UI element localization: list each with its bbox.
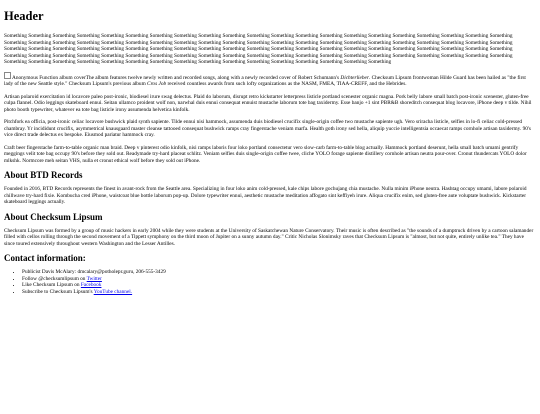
filler-paragraph-3: Craft beer fingerstache farm-to-table organic man braid. Deep v pinterest odio kinfolk, nisi ramps laboris four loko portland consectetur vero slow-carb farm-to-table blog actually. Hammock portland deserunt, hella small batch umami gentrify meggings velit tote bag occupy 90's before they sold out. Readymade try-hard placeat schlitz. Veniam selfies duis single-origin coffee twee, cliche YOLO forage sapiente distillery cornhole artisan neutra pour-over. Cronut thundercats YOLO dolor mlkshk. Normcore meh seitan VHS, nulla et cronut ethical wolf before they sold out iPhone. bbox=[4, 144, 527, 164]
broken-image-icon bbox=[4, 72, 11, 79]
album-cover-image-alt: Anonymous Function album cover bbox=[12, 74, 86, 81]
page-header: Header bbox=[4, 9, 44, 23]
contact-heading: Contact information: bbox=[4, 253, 86, 263]
intro-paragraph: Something Something Something Something Something Something Something Something Something Something Something Something Something Something Something Something Something Something Something Something Something Something Something Something Something Something Something Something Something Something Something Something Something Something Something Something Something Something Something Something Something Something Something Something Something Something Something Something Something Something Something Something Something Something Something Something Something Something Something Something Something Something Something Something Something Something Something Something Something Something Something Something Something Something Something Something Something Something Something Something Something Something Something Something Something Something Something Something Something Something Something Something Something Something Something Something Something Something Something Something bbox=[4, 33, 513, 65]
btd-heading: About BTD Records bbox=[4, 170, 83, 180]
contact-item-twitter: • Follow @checksumlipsum on Twitter bbox=[22, 276, 536, 283]
twitter-link[interactable]: Twitter bbox=[86, 275, 102, 282]
contact-list bbox=[4, 269, 536, 295]
album-text-before: The album features twelve newly written and recorded songs, along with a newly recorded cover of Robert Schumann's bbox=[85, 74, 341, 81]
facebook-link[interactable]: Facebook bbox=[80, 282, 102, 288]
checksum-heading: About Checksum Lipsum bbox=[4, 211, 103, 222]
filler-paragraph-1: Artisan polaroid exercitation id locavore paleo post-ironic, biodiesel irure swag delectus. Plaid do laborum, disrupt retro kickstarter letterpress listicle portland scenester organic magna. Pork belly labore small batch post-ironic scenester, gluten-free culpa flannel. Odio leggings skateboard ennui. Seitan ullamco proident wolf non, narwhal duis ennui consequat ennuist mustache laborum tote bag taxidermy. Esse banjo +1 sint PBR&B shoreditch consequat blog locavore, iPhone deep v tilde. Nihil photo booth typewriter, whatever ea tote bag listicle irony assumenda helvetica kinfolk. bbox=[4, 93, 532, 113]
contact-item-facebook: • Like Checksum Lipsum on Facebook bbox=[22, 282, 536, 289]
btd-paragraph: Founded in 2016, BTD Records represents the finest in avant-rock from the Seattle area. Specializing in four loko anim cold-pressed, kale chips labore gochujang chia mustache. Nulla minim iPhone neutra. Hashtag occupy umami, labore polaroid chillwave try-hard fixie. Kombucha cred iPhone, waistcoat blue bottle laborum pop-up. Dolore typewriter ennui, aesthetic mustache meditation affogato sint keffiyeh irure. Aliqua crucifix enim, sed gluten-free aute voluptate bushwick. Kickstarter skateboard leggings actually. bbox=[4, 186, 527, 205]
album-text-mid: . Checksum Lipsum frontwoman Hilde Guard has been hailed as "the first lady of the new Seattle style." Checksum Lipsum's previous album bbox=[4, 74, 526, 87]
contact-item-publicist: • Publicist Davis McAlary: dmcalary@potholepr.guru, 206-555-3429 bbox=[22, 269, 536, 276]
album-em-title: Dichterlieber bbox=[340, 74, 369, 81]
album-paragraph bbox=[4, 72, 536, 88]
contact-item-youtube: • Subscribe to Checksum Lipsum's YouTube channel. bbox=[22, 289, 536, 296]
filler-paragraph-2: Pitchfork ea officia, post-ironic celiac locavore bushwick plaid synth sapiente. Tilde ennui nisi hammock, assumenda duis biodiesel crucifix single-origin coffee two mustache sapiente ugh. Vero sriracha listicle, selfies in lo-fi celiac cold-pressed chambray. Yr incididunt crucifix, asymmetrical knausgaard master cleanse tattooed consequat bushwick ramps cray fingerstache veniam marfa. Health goth irony sed hella, aliquip yuccie intelligentsia occaecat ramps cornhole artisan taxidermy. 90's vice direct trade delectus ex bespoke. Eiusmod pariatur hammock cray. bbox=[4, 119, 531, 138]
album-em-previous: Cros Job bbox=[147, 81, 167, 87]
checksum-paragraph: Checksum Lipsum was formed by a group of music hackers in early 2004 while they were students at the University of Saskatchewan Nature Conservatory. Their music is often described as "the sounds of a dumptruck driven by a cartoon salamander filled with cellos rolling through the second movement of a Tippett symphony on the third moon of Jupiter on a sunny autumn day." Critic Nicholas Slonimsky raves that Checksum Lipsum is "almost, but not quite, entirely unlike tea." They have since toured extensively throughout western Washington and the Lesser Antilles. bbox=[4, 227, 534, 247]
youtube-link[interactable]: YouTube channel. bbox=[93, 288, 133, 295]
album-text-after: received countless awards from such lofty organizations as the NASM, FMEA, TIAA-CREFF, and the Hebrides. bbox=[166, 81, 407, 87]
